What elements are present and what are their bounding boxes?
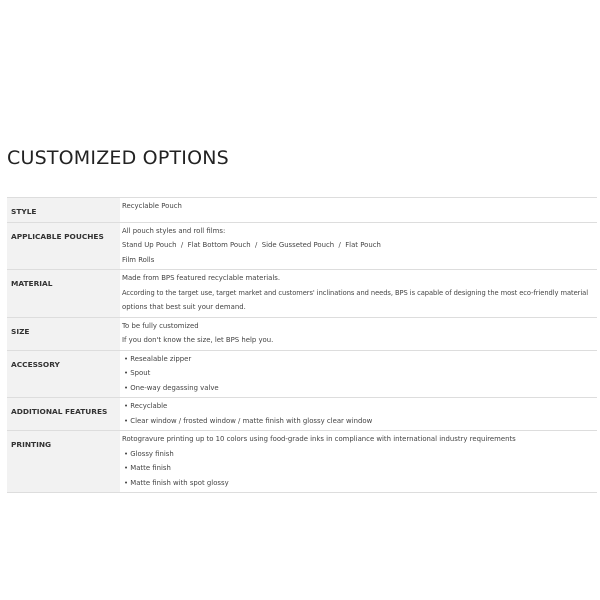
row-value-cell: [120, 350, 597, 398]
row-label-cell: [7, 350, 120, 398]
row-value-line: Rotogravure printing up to 10 colors using food-grade inks in compliance with international industry requirements: [122, 435, 516, 443]
table-row-material: [7, 270, 597, 318]
table-row-accessory: [7, 350, 597, 398]
bullet-item: • Matte finish: [124, 464, 171, 472]
row-label-cell: [7, 317, 120, 350]
row-label: PRINTING: [11, 440, 52, 449]
page-title: CUSTOMIZED OPTIONS: [7, 147, 229, 169]
row-value-line: Made from BPS featured recyclable materials.: [122, 274, 281, 282]
bullet-item: • Matte finish with spot glossy: [124, 478, 229, 487]
row-value-line: According to the target use, target market and customers' inclinations and needs, BPS is capable of designing the most eco-friendly material: [122, 288, 589, 297]
row-value-line: To be fully customized: [122, 321, 199, 330]
row-label: STYLE: [11, 207, 37, 216]
table-row-size: [7, 317, 597, 350]
row-label-cell: [7, 398, 120, 431]
row-label-cell: [7, 222, 120, 270]
row-value-line: Film Rolls: [122, 255, 155, 264]
table-row-applicable-pouches: [7, 222, 597, 270]
row-label-cell: [7, 431, 120, 493]
row-label: ACCESSORY: [11, 359, 60, 369]
row-value-cell: [120, 198, 597, 223]
bullet-item: • Glossy finish: [124, 449, 174, 458]
row-label-cell: [7, 270, 120, 318]
bullet-item: • Recyclable: [124, 402, 168, 410]
row-value-line: Stand Up Pouch / Flat Bottom Pouch / Side Gusseted Pouch / Flat Pouch: [122, 241, 381, 249]
row-value-line: All pouch styles and roll films:: [122, 226, 226, 235]
row-value-cell: [120, 317, 597, 350]
table-row-printing: [7, 431, 597, 493]
row-value-line: options that best suit your demand.: [122, 303, 246, 311]
bullet-item: • Resealable zipper: [124, 354, 192, 363]
row-value-cell: [120, 431, 597, 493]
row-value-cell: [120, 222, 597, 270]
table-row-additional-features: [7, 398, 597, 431]
row-label: ADDITIONAL FEATURES: [11, 407, 108, 416]
row-value-cell: [120, 398, 597, 431]
row-label: SIZE: [11, 326, 30, 336]
bullet-item: • One-way degassing valve: [124, 383, 219, 392]
row-value-line: If you don't know the size, let BPS help you.: [122, 336, 274, 344]
row-label: MATERIAL: [11, 279, 53, 288]
table-row-style: [7, 198, 597, 223]
bullet-item: • Clear window / frosted window / matte finish with glossy clear window: [124, 416, 373, 425]
bullet-item: • Spout: [124, 369, 151, 377]
options-table: [7, 197, 597, 493]
row-value-line: Recyclable Pouch: [122, 202, 182, 210]
row-label: APPLICABLE POUCHES: [11, 231, 104, 241]
row-label-cell: [7, 198, 120, 223]
row-value-cell: [120, 270, 597, 318]
